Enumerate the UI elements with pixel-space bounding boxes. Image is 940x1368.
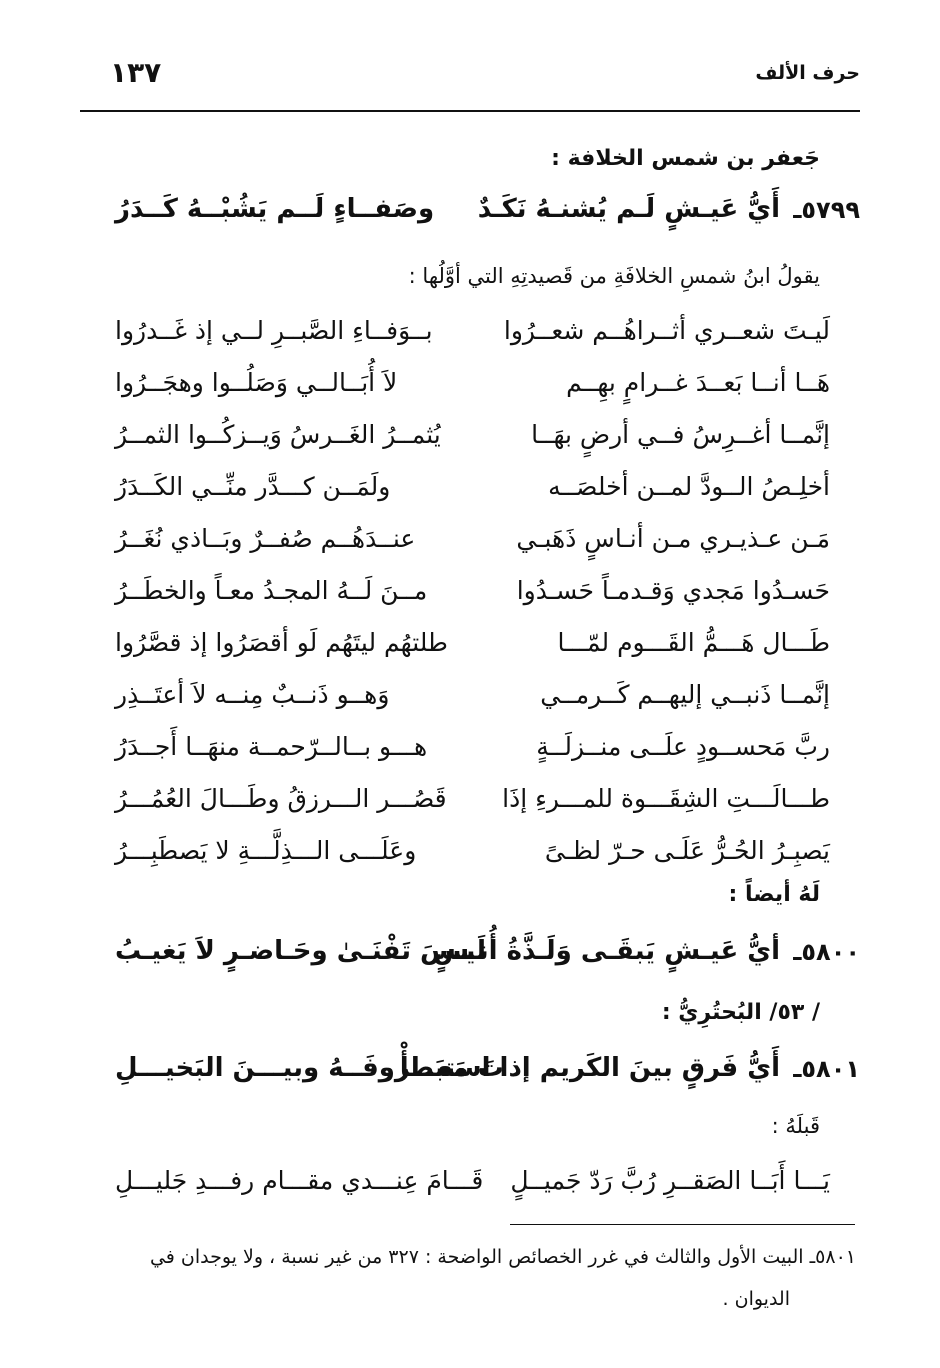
footnote-line: ٥٨٠١ـ البيت الأول والثالث في غرر الخصائص الواضحة : ٣٢٧ من غير نسبة ، ولا يوجدان في — [149, 1246, 856, 1268]
poem-line-first: ربَّ مَحســودٍ علَــى منــزلَــةٍ — [536, 732, 830, 761]
poem-line-second: قَصُـــر الـــرزقُ وطَـــالَ العُمُـــرُ — [115, 784, 447, 813]
poem-line-second: وعَلَـــى الـــذِلَّـــةِ لا يَصطَبِـــرُ — [115, 836, 417, 865]
hemistich-first: أَيُّ عَيـشٍ لَـم يُشنـهُ نَكَـدٌ — [477, 194, 780, 224]
poem-line-second: قَـــامَ عِنـــدي مقـــام رفـــدِ جَليـــلِ — [115, 1166, 484, 1195]
header-divider — [80, 110, 860, 112]
poem-line-second: لاَ أُبَــالــي وَصَلُــوا وهجَــرُوا — [115, 368, 398, 397]
hemistich-first: أيُّ عَيـشٍ يَبقَـى وَلَـذَّةُ أُنـسٍ — [433, 936, 780, 966]
poem-line-first: يَصبِـرُ الحُـرُّ عَلَـى حـرّ لظـىً — [544, 836, 830, 865]
poem-line-second: وَهــو ذَنــبٌ مِنــه لاَ أعتَــذِر — [115, 680, 390, 709]
poem-line-first: حَسـدُوا مَجدي وَقـدمـاً حَسـدُوا — [516, 576, 830, 605]
poet-heading: جَعفر بن شمس الخلافة : — [551, 146, 820, 171]
poem-line-first: طَـــال هَـــمُّ القَـــوم لمّـــا — [557, 628, 830, 657]
hemistich-second: وصَفــاءٍ لَــم يَشُبْــهُ كَــدَرُ — [115, 194, 435, 224]
hemistich-second: تَ مَعـــروفَــهُ وبيـــنَ البَخيـــلِ — [115, 1053, 504, 1083]
poem-line-second: طلتهُم ليتَهُم لَو أقصَرُوا إذ قصَّرُوا — [115, 628, 448, 657]
hemistich-second: لَيـسَ تَفْنَـىٰ وحَـاضـرٍ لاَ يَغيـبُ — [115, 936, 487, 966]
poem-line-first: مَـن عـذيـري مـن أنـاسٍ ذَهَبـي — [516, 524, 830, 553]
poem-line-second: عنــدَهُــم صُفــرٌ وبَــاذي نُغَــرُ — [115, 524, 416, 553]
poet-heading: / ٥٣/ البُحتُرِيُّ : — [661, 1000, 820, 1025]
poem-line-second: بــوَفــاءِ الصَّبــرِ لــي إذ غَــدرُوا — [115, 316, 433, 345]
poem-line-first: أخلِـصُ الــودَّ لمــن أخلصَــه — [548, 472, 830, 501]
verse-number: ٥٨٠١ـ — [793, 1055, 860, 1083]
poem-line-second: هـــو بــالــرّحمــة منهَــا أَجــدَرُ — [115, 732, 428, 761]
poem-line-first: إنَّمــا ذَنبــي إليهــم كَــرمــي — [540, 680, 830, 709]
footnote-divider — [510, 1224, 855, 1225]
running-header: حرف الألف — [755, 62, 860, 84]
hemistich-first: أَيُّ فَرقٍ بينَ الكَريم إذا استبَطأْ — [399, 1053, 780, 1083]
page-number: ١٣٧ — [110, 56, 162, 89]
poem-line-second: ولَمَــن كـــدَّر منِّــي الكَــدَرُ — [115, 472, 391, 501]
verse-number: ٥٨٠٠ـ — [793, 938, 860, 966]
intro-text: يقولُ ابنُ شمسِ الخلافَةِ من قَصيدتِهِ التي أوَّلُها : — [408, 264, 820, 288]
footnote-line: الديوان . — [722, 1288, 790, 1310]
poem-line-first: هَــا أنــا بَعــدَ غــرامٍ بهِــم — [566, 368, 830, 397]
poem-line-first: لَيـتَ شعــري أثــراهُــم شعــرُوا — [503, 316, 830, 345]
poem-line-first: طـــالَـــتِ الشِقَـــوة للمـــرءِ إذَا — [502, 784, 830, 813]
poem-line-second: مــنَ لَــهُ المجـدُ معـاً والخطَــرُ — [115, 576, 428, 605]
intro-text: قَبلَهُ : — [771, 1114, 820, 1138]
poem-line-first: إنَّمــا أغــرِسُ فــي أرضٍ بهَــا — [531, 420, 830, 449]
verse-number: ٥٧٩٩ـ — [793, 196, 860, 224]
poem-line-first: يَـــا أَبَــا الصَقــرِ رُبَّ رَدّ جَميــلٍ — [510, 1166, 830, 1195]
poem-line-second: يُثمــرُ الغَــرسُ وَيــزكُــوا الثمــرُ — [115, 420, 441, 449]
poet-heading: لَهُ أيضاً : — [728, 882, 820, 907]
